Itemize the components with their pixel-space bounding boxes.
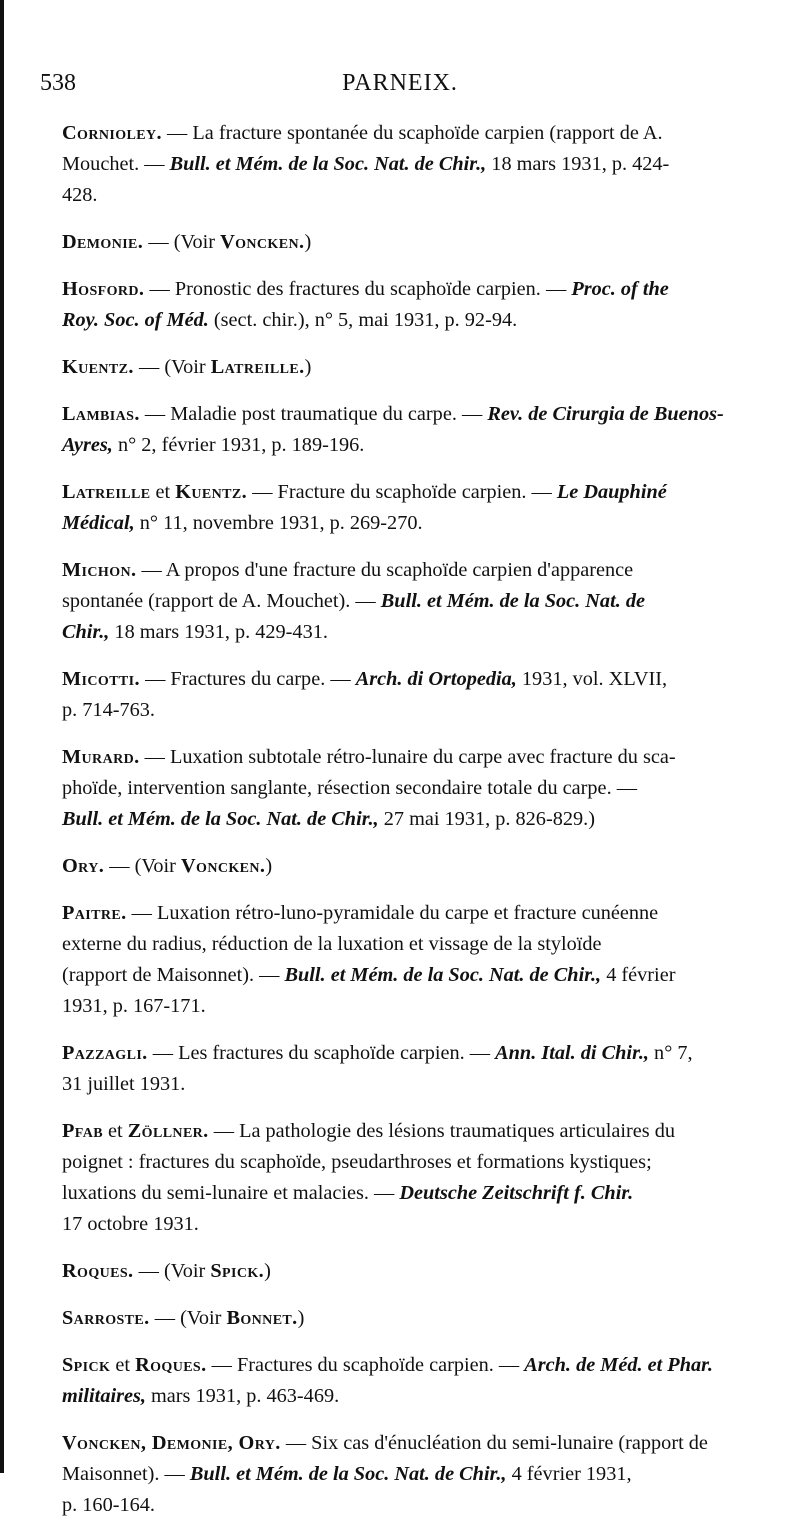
entry-text: n° 2, février 1931, p. 189-196. (112, 434, 365, 456)
entry-line (62, 1490, 752, 1521)
journal-title: Bull. et Mém. de la Soc. Nat. de (380, 590, 645, 612)
entry-line (62, 617, 752, 648)
bibliography-entry (62, 1038, 752, 1100)
entry-text: — (Voir (104, 855, 181, 877)
journal-title: Chir., (62, 621, 110, 643)
bibliography-entry (62, 1428, 752, 1521)
entry-text: et (150, 481, 176, 503)
entry-text: — (Voir (143, 231, 221, 253)
author-name: Spick (62, 1354, 111, 1376)
entry-text: — Luxation rétro-luno-pyramidale du carpe et fracture cunéenne (126, 902, 659, 924)
entry-text: et (110, 1354, 136, 1376)
bibliography-entry (62, 555, 752, 648)
entry-line (62, 274, 752, 305)
entry-line (62, 1038, 752, 1069)
entry-text: — Fractures du scaphoïde carpien. — (206, 1354, 525, 1376)
entry-text: Mouchet. — (62, 153, 170, 175)
entry-text: — Fractures du carpe. — (140, 668, 356, 690)
entry-text: — (Voir (133, 1260, 211, 1282)
entry-text: n° 11, novembre 1931, p. 269-270. (134, 512, 423, 534)
author-name: Spick. (210, 1260, 265, 1282)
author-name: Micotti. (62, 668, 140, 690)
author-name: Lambias. (62, 403, 140, 425)
author-name: Kuentz. (62, 356, 134, 378)
author-name: Zöllner. (127, 1120, 209, 1142)
author-name: Murard. (62, 746, 140, 768)
entry-line (62, 118, 752, 149)
entry-line (62, 1350, 752, 1381)
entry-text: ) (265, 855, 273, 877)
entry-text: ) (304, 231, 312, 253)
entry-text: — Maladie post traumatique du carpe. — (139, 403, 488, 425)
entry-text: — La pathologie des lésions traumatiques articulaires du (208, 1120, 675, 1142)
entry-line (62, 1116, 752, 1147)
bibliography-entry (62, 664, 752, 726)
entry-text: — (Voir (133, 356, 211, 378)
bibliography-entry (62, 399, 752, 461)
bibliography-entry (62, 898, 752, 1022)
entry-text: 27 mai 1931, p. 826-829.) (378, 808, 595, 830)
bibliography-entry (62, 477, 752, 539)
entry-text: 1931, p. 167-171. (62, 995, 206, 1017)
entry-text: 1931, vol. XLVII, (516, 668, 668, 690)
author-name: Demonie. (62, 231, 144, 253)
entry-text: p. 714-763. (62, 699, 155, 721)
entry-line (62, 773, 752, 804)
entry-text: 17 octobre 1931. (62, 1213, 199, 1235)
entry-text: — Six cas d'énucléation du semi-lunaire (rapport de (280, 1432, 708, 1454)
entry-line (62, 180, 752, 211)
entry-line (62, 430, 752, 461)
author-name: Sarroste. (62, 1307, 150, 1329)
journal-title: Ayres, (62, 434, 113, 456)
author-name: Michon. (62, 559, 137, 581)
journal-title: Médical, (62, 512, 135, 534)
entry-text: externe du radius, réduction de la luxation et vissage de la styloïde (62, 933, 602, 955)
author-name: Voncken. (181, 855, 266, 877)
bibliography-entry (62, 1303, 752, 1334)
author-name: Voncken, Demonie, Ory. (62, 1432, 281, 1454)
bibliography-entry (62, 227, 752, 258)
entry-text: 31 juillet 1931. (62, 1073, 186, 1095)
author-name: Latreille (62, 481, 151, 503)
entry-text: poignet : fractures du scaphoïde, pseudarthroses et formations kystiques; (62, 1151, 652, 1173)
entry-text: mars 1931, p. 463-469. (145, 1385, 340, 1407)
author-name: Cornioley. (62, 122, 162, 144)
bibliography-entry (62, 118, 752, 211)
author-name: Hosford. (62, 278, 145, 300)
bibliography-list (62, 118, 752, 1537)
entry-line (62, 929, 752, 960)
entry-text: 18 mars 1931, p. 424- (486, 153, 670, 175)
entry-line (62, 399, 752, 430)
entry-line (62, 804, 752, 835)
entry-line (62, 851, 752, 882)
entry-text: ) (297, 1307, 305, 1329)
entry-text: — Les fractures du scaphoïde carpien. — (147, 1042, 496, 1064)
entry-line (62, 555, 752, 586)
author-name: Pfab (62, 1120, 103, 1142)
entry-line (62, 898, 752, 929)
author-name: Roques. (62, 1260, 134, 1282)
journal-title: Roy. Soc. of Méd. (62, 309, 209, 331)
author-name: Latreille. (210, 356, 305, 378)
entry-line (62, 305, 752, 336)
page-number: 538 (40, 70, 76, 96)
entry-text: — La fracture spontanée du scaphoïde carpien (rapport de A. (161, 122, 663, 144)
journal-title: Le Dauphiné (556, 481, 667, 503)
entry-text: luxations du semi-lunaire et malacies. — (62, 1182, 400, 1204)
entry-text: 4 février (601, 964, 676, 986)
journal-title: militaires, (62, 1385, 146, 1407)
entry-line (62, 477, 752, 508)
entry-line (62, 960, 752, 991)
author-name: Roques. (135, 1354, 207, 1376)
journal-title: Bull. et Mém. de la Soc. Nat. de Chir., (284, 964, 602, 986)
entry-text: n° 7, (648, 1042, 693, 1064)
entry-text: 4 février 1931, (506, 1463, 632, 1485)
entry-line (62, 1178, 752, 1209)
entry-line (62, 352, 752, 383)
entry-line (62, 1459, 752, 1490)
entry-text: — Fracture du scaphoïde carpien. — (247, 481, 557, 503)
bibliography-entry (62, 352, 752, 383)
journal-title: Arch. de Méd. et Phar. (524, 1354, 713, 1376)
entry-text: 18 mars 1931, p. 429-431. (109, 621, 328, 643)
entry-line (62, 1256, 752, 1287)
author-name: Pazzagli. (62, 1042, 148, 1064)
entry-text: ) (304, 356, 312, 378)
bibliography-entry (62, 851, 752, 882)
journal-title: Proc. of the (571, 278, 669, 300)
author-name: Voncken. (220, 231, 305, 253)
journal-title: Rev. de Cirurgia de Buenos- (487, 403, 724, 425)
bibliography-entry (62, 1256, 752, 1287)
entry-line (62, 1303, 752, 1334)
entry-text: spontanée (rapport de A. Mouchet). — (62, 590, 381, 612)
journal-title: Ann. Ital. di Chir., (495, 1042, 649, 1064)
entry-line (62, 742, 752, 773)
entry-line (62, 586, 752, 617)
running-title: PARNEIX. (342, 70, 458, 96)
entry-text: — Pronostic des fractures du scaphoïde carpien. — (144, 278, 572, 300)
entry-line (62, 508, 752, 539)
bibliography-entry (62, 1116, 752, 1240)
entry-line (62, 664, 752, 695)
entry-line (62, 1069, 752, 1100)
author-name: Paitre. (62, 902, 127, 924)
author-name: Bonnet. (226, 1307, 298, 1329)
journal-title: Bull. et Mém. de la Soc. Nat. de Chir., (189, 1463, 507, 1485)
entry-line (62, 1147, 752, 1178)
entry-text: 428. (62, 184, 98, 206)
bibliography-entry (62, 274, 752, 336)
running-header (40, 70, 760, 98)
entry-line (62, 149, 752, 180)
journal-title: Bull. et Mém. de la Soc. Nat. de Chir., (62, 808, 379, 830)
entry-text: ) (264, 1260, 271, 1282)
entry-text: et (102, 1120, 128, 1142)
author-name: Kuentz. (175, 481, 248, 503)
entry-text: phoïde, intervention sanglante, résection secondaire totale du carpe. — (62, 777, 637, 799)
entry-line (62, 695, 752, 726)
page-edge-shadow (0, 0, 4, 1473)
entry-text: — Luxation subtotale rétro-lunaire du carpe avec fracture du sca- (139, 746, 676, 768)
journal-title: Arch. di Ortopedia, (355, 668, 517, 690)
entry-line (62, 1428, 752, 1459)
entry-text: p. 160-164. (62, 1494, 155, 1516)
entry-text: Maisonnet). — (62, 1463, 190, 1485)
entry-text: (rapport de Maisonnet). — (62, 964, 285, 986)
entry-text: (sect. chir.), n° 5, mai 1931, p. 92-94. (208, 309, 518, 331)
entry-line (62, 991, 752, 1022)
entry-line (62, 1381, 752, 1412)
journal-title: Deutsche Zeitschrift f. Chir. (399, 1182, 634, 1204)
entry-line (62, 1209, 752, 1240)
bibliography-entry (62, 1350, 752, 1412)
journal-title: Bull. et Mém. de la Soc. Nat. de Chir., (169, 153, 487, 175)
entry-text: — (Voir (149, 1307, 227, 1329)
entry-text: — A propos d'une fracture du scaphoïde carpien d'apparence (136, 559, 634, 581)
entry-line (62, 227, 752, 258)
bibliography-entry (62, 742, 752, 835)
author-name: Ory. (62, 855, 105, 877)
